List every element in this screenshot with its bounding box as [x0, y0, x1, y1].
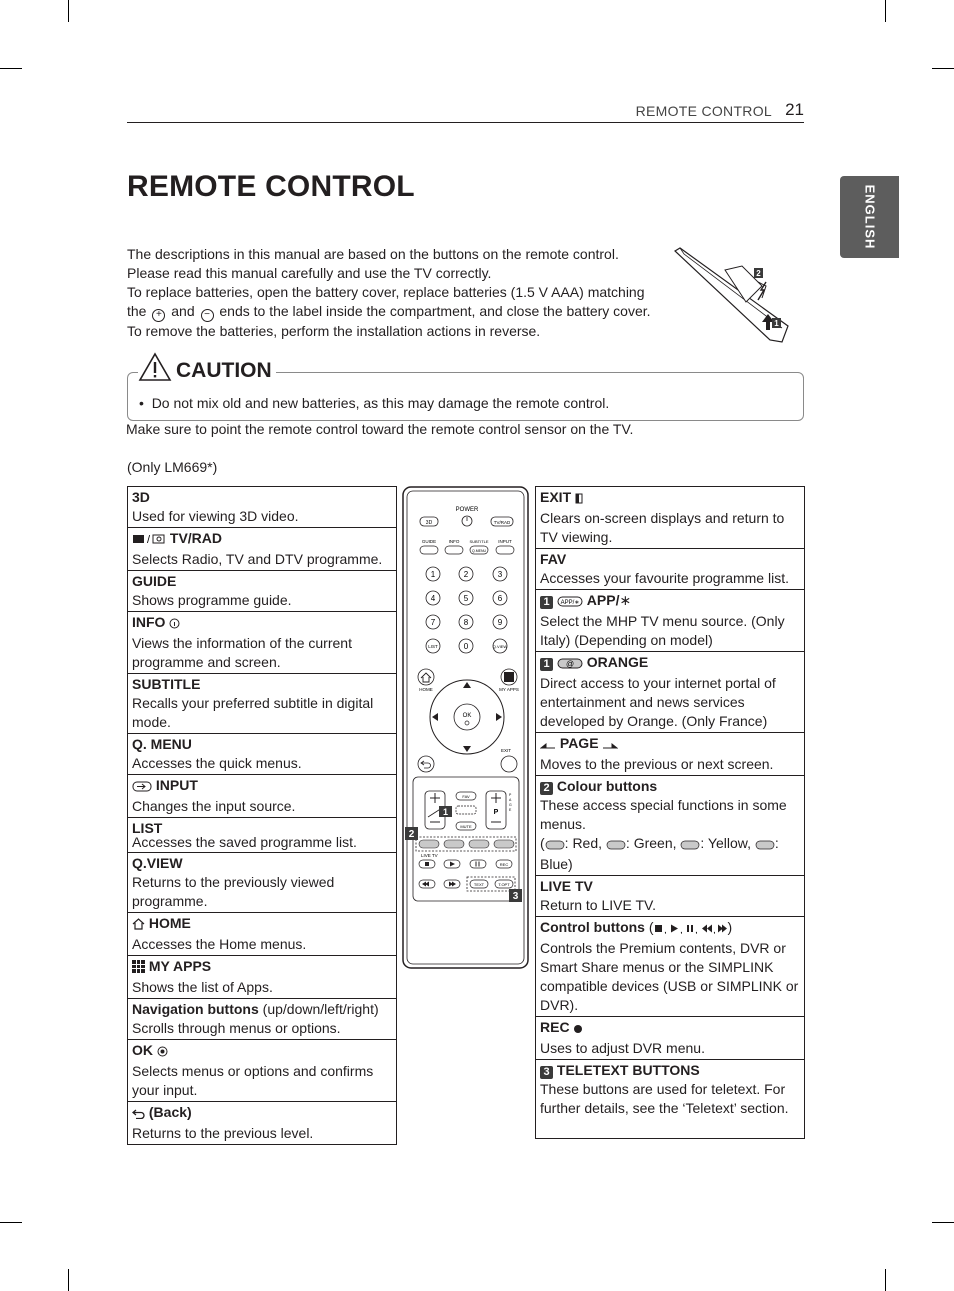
table-row: Control buttons ( , , , , ) Controls the Premium contents, DVR or Smart Share menus or the SIMPLINK compatible devices (USB or SIMPLINK or DVR). — [536, 917, 805, 1017]
tv-rad-icon — [132, 531, 166, 550]
back-icon — [132, 1105, 145, 1124]
remote-page-label: P A G E — [509, 793, 512, 812]
svg-text:@: @ — [565, 659, 574, 669]
page-title: REMOTE CONTROL — [127, 170, 415, 203]
remote-qmenu-label: Q.MENU — [472, 549, 486, 553]
button-name: MY APPS — [148, 958, 212, 974]
remote-input-label: INPUT — [498, 539, 512, 544]
remote-home-label: HOME — [419, 687, 433, 692]
button-name: Control buttons — [540, 919, 645, 935]
button-name: INFO — [132, 614, 166, 630]
button-name: LIST — [132, 820, 163, 836]
remote-digit-label: 6 — [497, 594, 503, 603]
remote-qview-label: Q.VIEW — [492, 644, 508, 649]
intro-line-part: ends to the label inside the compartment, and close the battery cover. — [219, 303, 651, 319]
remote-zero-label: 0 — [463, 642, 469, 651]
remote-fav-label: FAV — [462, 794, 470, 799]
remote-exit-button — [501, 756, 517, 772]
home-icon — [132, 916, 145, 935]
remote-digit-label: 1 — [430, 570, 436, 579]
button-description: Accesses the quick menus. — [132, 755, 302, 771]
table-row — [128, 1040, 397, 1102]
table-row — [128, 1102, 397, 1145]
remote-pause-button — [470, 860, 486, 868]
blue-button-icon — [755, 836, 775, 855]
table-row — [536, 733, 805, 776]
button-description: Scrolls through menus or options. — [132, 1020, 341, 1036]
button-name: LIVE TV — [540, 878, 593, 894]
table-row — [536, 1017, 805, 1060]
button-description: Accesses the saved programme list. — [132, 834, 357, 850]
button-name: GUIDE — [132, 573, 177, 589]
page-down-icon — [602, 736, 618, 755]
button-description: Accesses your favourite programme list. — [540, 570, 789, 586]
crop-mark — [885, 0, 886, 22]
remote-back-button — [418, 756, 434, 772]
pointing-note: Make sure to point the remote control toward the remote control sensor on the TV. — [126, 421, 634, 437]
table-row — [128, 734, 397, 775]
info-icon — [169, 615, 180, 634]
remote-subtitle-label: SUBTITLE — [469, 539, 489, 544]
button-name: Navigation buttons — [132, 1001, 259, 1017]
crop-mark — [68, 0, 69, 22]
orange-at-icon — [557, 655, 583, 674]
svg-text:,: , — [694, 925, 698, 934]
green-button-icon — [606, 836, 626, 855]
color-blue-label: : Blue) — [540, 835, 779, 872]
control-buttons-icons — [654, 920, 728, 939]
button-description: Accesses the Home menus. — [132, 936, 307, 952]
right-button-table — [535, 486, 805, 1139]
remote-topt-label: T.OPT — [498, 882, 510, 887]
remote-app-button — [456, 806, 476, 814]
button-description: Controls the Premium contents, DVR or Smart Share menus or the SIMPLINK compatible devices (USB or SIMPLINK or DVR). — [540, 940, 799, 1013]
button-name: TV/RAD — [169, 530, 223, 546]
button-name: (Back) — [148, 1104, 192, 1120]
table-row — [128, 487, 397, 528]
remote-green-button — [444, 840, 464, 848]
language-tab — [840, 176, 899, 258]
button-description: Returns to the previous level. — [132, 1125, 314, 1141]
table-row — [128, 674, 397, 734]
button-description: Changes the input source. — [132, 798, 296, 814]
table-row: 2 Colour buttons These access special functions in some menus. ( : Red, : Green, : Yellow, : Blue) — [536, 776, 805, 876]
button-description: These access special functions in some menus. — [540, 797, 787, 832]
svg-text:,: , — [679, 925, 683, 934]
remote-digit-label: 7 — [430, 618, 436, 627]
input-icon — [132, 778, 152, 797]
remote-livetv-label: LIVE TV — [421, 853, 438, 858]
table-row — [128, 853, 397, 913]
button-name: 3D — [132, 489, 150, 505]
table-row — [128, 956, 397, 999]
star-icon: ∗ — [619, 592, 632, 608]
button-name: ORANGE — [586, 654, 649, 670]
button-description: Clears on-screen displays and return to TV viewing. — [540, 510, 785, 545]
caution-header — [138, 350, 276, 382]
color-yellow-label: : Yellow, — [700, 835, 752, 851]
table-row — [536, 549, 805, 590]
intro-line: To replace batteries, open the battery cover, replace batteries (1.5 V AAA) matching — [127, 284, 645, 300]
remote-yellow-button — [469, 840, 489, 848]
button-name: SUBTITLE — [132, 676, 201, 692]
remote-info-button — [445, 546, 463, 554]
intro-text — [127, 245, 667, 341]
button-name: Q.VIEW — [132, 855, 183, 871]
intro-line — [127, 302, 667, 322]
exit-icon — [575, 490, 583, 509]
remote-text-label: TEXT — [473, 882, 485, 887]
button-description: Return to LIVE TV. — [540, 897, 656, 913]
left-button-table — [127, 486, 397, 1145]
button-description: Returns to the previously viewed programme. — [132, 874, 335, 909]
callout-badge: 3 — [540, 1066, 553, 1079]
page-up-icon — [540, 736, 556, 755]
app-icon — [557, 593, 583, 612]
button-description: Views the information of the current programme and screen. — [132, 635, 352, 670]
button-description: Shows the list of Apps. — [132, 979, 273, 995]
remote-power-label: POWER — [455, 507, 479, 513]
table-row — [536, 590, 805, 652]
remote-mute-label: MUTE — [460, 824, 472, 829]
intro-line-part: the — [127, 303, 147, 319]
intro-line: The descriptions in this manual are based on the buttons on the remote control. — [127, 246, 619, 262]
table-row — [536, 487, 805, 549]
caution-item: • Do not mix old and new batteries, as this may damage the remote control. — [139, 395, 610, 411]
table-row — [536, 876, 805, 917]
remote-badge-2-text: 2 — [408, 829, 415, 840]
battery-label-2-text: 2 — [756, 269, 761, 278]
model-note: (Only LM669*) — [127, 459, 218, 475]
button-description: Moves to the previous or next screen. — [540, 756, 774, 772]
button-description: These buttons are used for teletext. For further details, see the ‘Teletext’ section. — [540, 1081, 789, 1116]
table-row — [128, 612, 397, 674]
remote-digit-label: 9 — [497, 618, 503, 627]
button-description: Selects Radio, TV and DTV programme. — [132, 551, 383, 567]
intro-line-part: and — [171, 303, 195, 319]
color-red-label: : Red, — [564, 835, 603, 851]
button-name: REC — [540, 1019, 570, 1035]
crop-mark — [885, 1269, 886, 1291]
remote-p-label: P — [493, 809, 499, 816]
table-row — [128, 571, 397, 612]
remote-guide-button — [420, 546, 438, 554]
red-button-icon — [545, 836, 565, 855]
button-description: Used for viewing 3D video. — [132, 508, 299, 524]
callout-badge: 1 — [540, 658, 553, 671]
button-name: Colour buttons — [556, 778, 658, 794]
plus-icon: + — [152, 309, 165, 322]
minus-icon: − — [201, 309, 214, 322]
button-description: Direct access to your internet portal of entertainment and news services developed by Orange. (Only France) — [540, 675, 776, 729]
caution-title: CAUTION — [176, 359, 272, 382]
button-description: Shows programme guide. — [132, 592, 292, 608]
remote-list-label: LIST — [428, 644, 438, 649]
remote-digit-label: 5 — [463, 594, 469, 603]
button-name: INPUT — [155, 777, 198, 793]
button-name-suffix: (up/down/left/right) — [258, 1001, 379, 1017]
my-apps-icon — [132, 959, 145, 978]
remote-digit-label: 2 — [463, 570, 469, 579]
button-name: PAGE — [559, 735, 599, 751]
crop-mark — [932, 1222, 954, 1223]
remote-number-pad — [426, 567, 507, 629]
rec-dot-icon — [573, 1020, 583, 1039]
button-name: APP/ — [586, 592, 620, 608]
button-name: Q. MENU — [132, 736, 192, 752]
caution-item-text: Do not mix old and new batteries, as this may damage the remote control. — [151, 395, 610, 411]
remote-rec-label: REC — [499, 862, 509, 867]
remote-digit-label: 8 — [463, 618, 469, 627]
battery-cover-illustration — [670, 246, 790, 346]
table-row — [128, 528, 397, 571]
battery-label-1-text: 1 — [774, 319, 779, 328]
button-name: FAV — [540, 551, 567, 567]
header-section: REMOTE CONTROL — [635, 103, 772, 119]
remote-info-label: INFO — [448, 539, 460, 544]
crop-mark — [0, 68, 22, 69]
language-tab-label: ENGLISH — [862, 184, 877, 250]
remote-control-illustration — [402, 486, 529, 969]
table-row — [128, 818, 397, 853]
intro-line: Please read this manual carefully and use the TV correctly. — [127, 265, 492, 281]
button-name: TELETEXT BUTTONS — [556, 1062, 700, 1078]
svg-text:/: / — [147, 534, 151, 545]
button-description: Recalls your preferred subtitle in digital mode. — [132, 695, 374, 730]
table-row — [536, 1060, 805, 1139]
crop-mark — [68, 1269, 69, 1291]
button-name: OK — [132, 1042, 153, 1058]
callout-badge: 1 — [540, 596, 553, 609]
remote-home-button — [418, 669, 434, 685]
svg-text:,: , — [712, 925, 716, 934]
color-green-label: : Green, — [625, 835, 677, 851]
button-name: HOME — [148, 915, 191, 931]
page-header — [127, 96, 804, 123]
remote-badge-1-text: 1 — [442, 807, 449, 817]
remote-input-button — [496, 546, 514, 554]
page-number: 21 — [785, 100, 804, 119]
yellow-button-icon — [680, 836, 700, 855]
table-row — [536, 652, 805, 733]
remote-tvrad-label: TV/RAD — [493, 520, 511, 525]
button-description: Selects menus or options and confirms your input. — [132, 1063, 374, 1098]
remote-digit-label: 4 — [430, 594, 436, 603]
ok-icon — [157, 1043, 168, 1062]
remote-ok-label: OK — [462, 713, 472, 719]
table-row — [128, 913, 397, 956]
remote-myapps-label: MY APPS — [499, 687, 519, 692]
remote-guide-label: GUIDE — [421, 539, 437, 544]
table-row — [128, 775, 397, 818]
svg-text:,: , — [663, 925, 667, 934]
table-row — [128, 999, 397, 1040]
svg-text:APP/∗: APP/∗ — [560, 600, 580, 606]
button-name: EXIT — [540, 489, 572, 505]
remote-blue-button — [494, 840, 514, 848]
warning-icon — [138, 352, 172, 382]
callout-badge: 2 — [540, 782, 553, 795]
button-description: Uses to adjust DVR menu. — [540, 1040, 705, 1056]
remote-badge-3-text: 3 — [512, 891, 519, 902]
remote-digit-label: 3 — [497, 570, 503, 579]
button-description: Select the MHP TV menu source. (Only Italy) (Depending on model) — [540, 613, 785, 648]
svg-text:3D: 3D — [425, 520, 433, 526]
remote-red-button — [419, 840, 439, 848]
remote-exit-label: EXIT — [500, 748, 512, 753]
intro-line: To remove the batteries, perform the installation actions in reverse. — [127, 323, 541, 339]
crop-mark — [932, 68, 954, 69]
crop-mark — [0, 1222, 22, 1223]
